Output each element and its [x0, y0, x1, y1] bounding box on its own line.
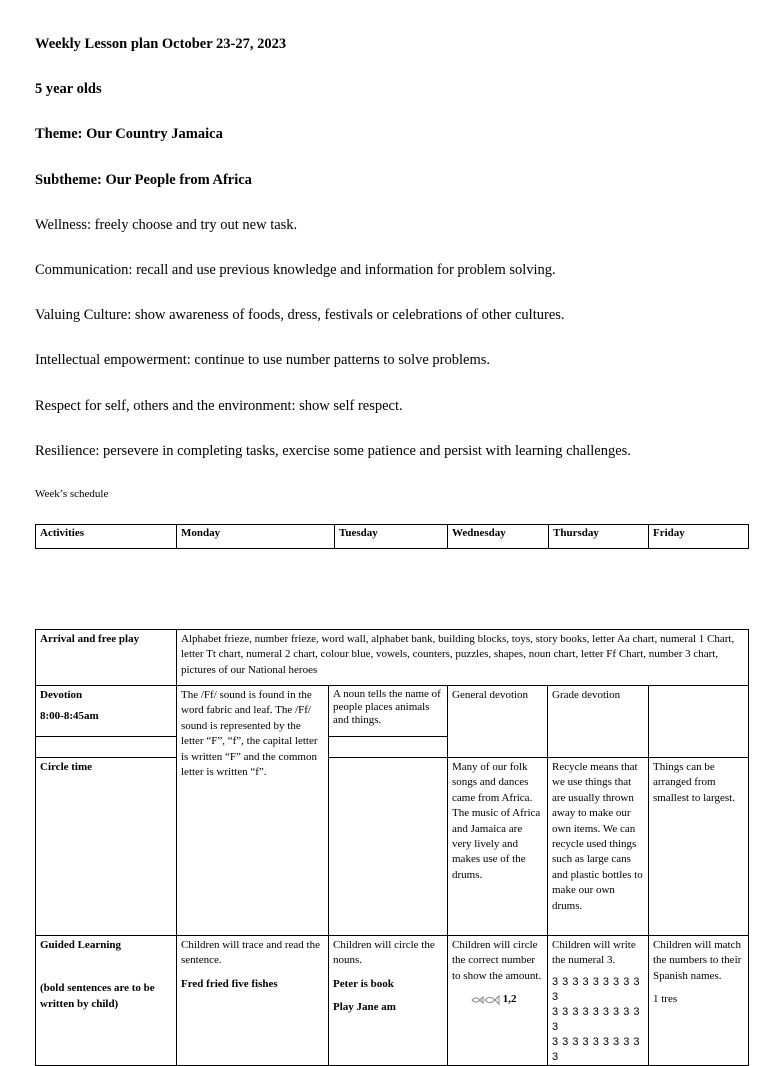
outcome-intellectual: Intellectual empowerment: continue to use number patterns to solve problems. [35, 352, 491, 368]
guided-thursday-text: Children will write the numeral 3. [552, 939, 636, 967]
col-wednesday: Wednesday [448, 525, 549, 549]
circle-tuesday [329, 758, 448, 936]
numeral-row: 3 3 3 3 3 3 3 3 3 3 [552, 1035, 641, 1063]
col-monday: Monday [177, 525, 335, 549]
fish-icon [470, 992, 500, 1007]
schedule-label: Week’s schedule [35, 488, 109, 500]
age-group: 5 year olds [35, 81, 102, 97]
spanish-item: 1 tres [653, 993, 678, 1006]
col-thursday: Thursday [549, 525, 649, 549]
guided-tuesday-sentence-2: Play Jane am [333, 1001, 396, 1014]
circle-label: Circle time [36, 758, 177, 936]
guided-tuesday [329, 936, 448, 1066]
devotion-monday: The /Ff/ sound is found in the word fabric and leaf. The /Ff/ sound is represented by the letter “F”, “f”, the capital letter is written “F” and the common letter is written “f”. [177, 686, 329, 936]
schedule-header-table [35, 524, 749, 549]
guided-monday-text: Children will trace and read the sentence. [181, 939, 320, 967]
table-row [36, 686, 749, 737]
blank-cell [36, 737, 177, 758]
theme: Theme: Our Country Jamaica [35, 126, 223, 142]
col-friday: Friday [649, 525, 749, 549]
schedule-table [35, 629, 749, 1066]
devotion-wednesday: General devotion [448, 686, 548, 758]
guided-tuesday-sentence-1: Peter is book [333, 977, 394, 990]
numeral-row: 3 3 3 3 3 3 3 3 3 3 [552, 975, 641, 1003]
devotion-label: Devotion [40, 689, 83, 701]
circle-friday: Things can be arranged from smallest to largest. [649, 758, 749, 936]
table-row [36, 630, 749, 686]
devotion-tuesday: A noun tells the name of people places animals and things. [329, 686, 448, 737]
outcome-valuing-culture: Valuing Culture: show awareness of foods, dress, festivals or celebrations of other cultures. [35, 307, 565, 323]
guided-friday [649, 936, 749, 1066]
devotion-thursday: Grade devotion [548, 686, 649, 758]
guided-wednesday [448, 936, 548, 1066]
arrival-label: Arrival and free play [36, 630, 177, 686]
arrival-materials: Alphabet frieze, number frieze, word wall, alphabet bank, building blocks, toys, story books, letter Aa chart, numeral 1 Chart, letter Tt chart, numeral 2 chart, colour blue, vowels, counters, puzzles, shapes, noun chart, letter Ff Chart, number 3 chart, pictures of our National heroes [177, 630, 749, 686]
circle-thursday: Recycle means that we use things that are usually thrown away to make our own items. We can recycle used things such as large cans and plastic bottles to make our own drums. [548, 758, 649, 936]
guided-thursday [548, 936, 649, 1066]
fish-number-choices: 1,2 [502, 993, 517, 1006]
numeral-row: 3 3 3 3 3 3 3 3 3 3 [552, 1005, 641, 1033]
circle-wednesday: Many of our folk songs and dances came from Africa. The music of Africa and Jamaica are very lively and makes use of the drums. [448, 758, 548, 936]
outcome-wellness: Wellness: freely choose and try out new task. [35, 217, 298, 233]
guided-monday-sentence: Fred fried five fishes [181, 977, 278, 990]
outcome-respect: Respect for self, others and the environment: show self respect. [35, 398, 403, 414]
table-row [36, 936, 749, 1066]
subtheme: Subtheme: Our People from Africa [35, 172, 252, 188]
devotion-time: 8:00-8:45am [40, 710, 99, 723]
guided-friday-text: Children will match the numbers to their Spanish names. [653, 939, 742, 982]
numeral-practice [552, 975, 645, 1065]
guided-monday [177, 936, 329, 1066]
col-activities: Activities [36, 525, 177, 549]
guided-note: (bold sentences are to be written by child) [40, 982, 155, 1010]
guided-label: Guided Learning [40, 939, 121, 951]
outcome-communication: Communication: recall and use previous knowledge and information for problem solving. [35, 262, 556, 278]
fish-counting-row [452, 992, 544, 1007]
blank-cell [329, 737, 448, 758]
devotion-cell [36, 686, 177, 737]
guided-wednesday-text: Children will circle the correct number to show the amount. [452, 939, 542, 982]
lesson-title: Weekly Lesson plan October 23-27, 2023 [35, 36, 287, 52]
guided-cell [36, 936, 177, 1066]
outcome-resilience: Resilience: persevere in completing tasks, exercise some patience and persist with learning challenges. [35, 443, 631, 459]
devotion-friday [649, 686, 749, 758]
col-tuesday: Tuesday [335, 525, 448, 549]
guided-tuesday-text: Children will circle the nouns. [333, 939, 435, 967]
table-row [36, 758, 749, 936]
